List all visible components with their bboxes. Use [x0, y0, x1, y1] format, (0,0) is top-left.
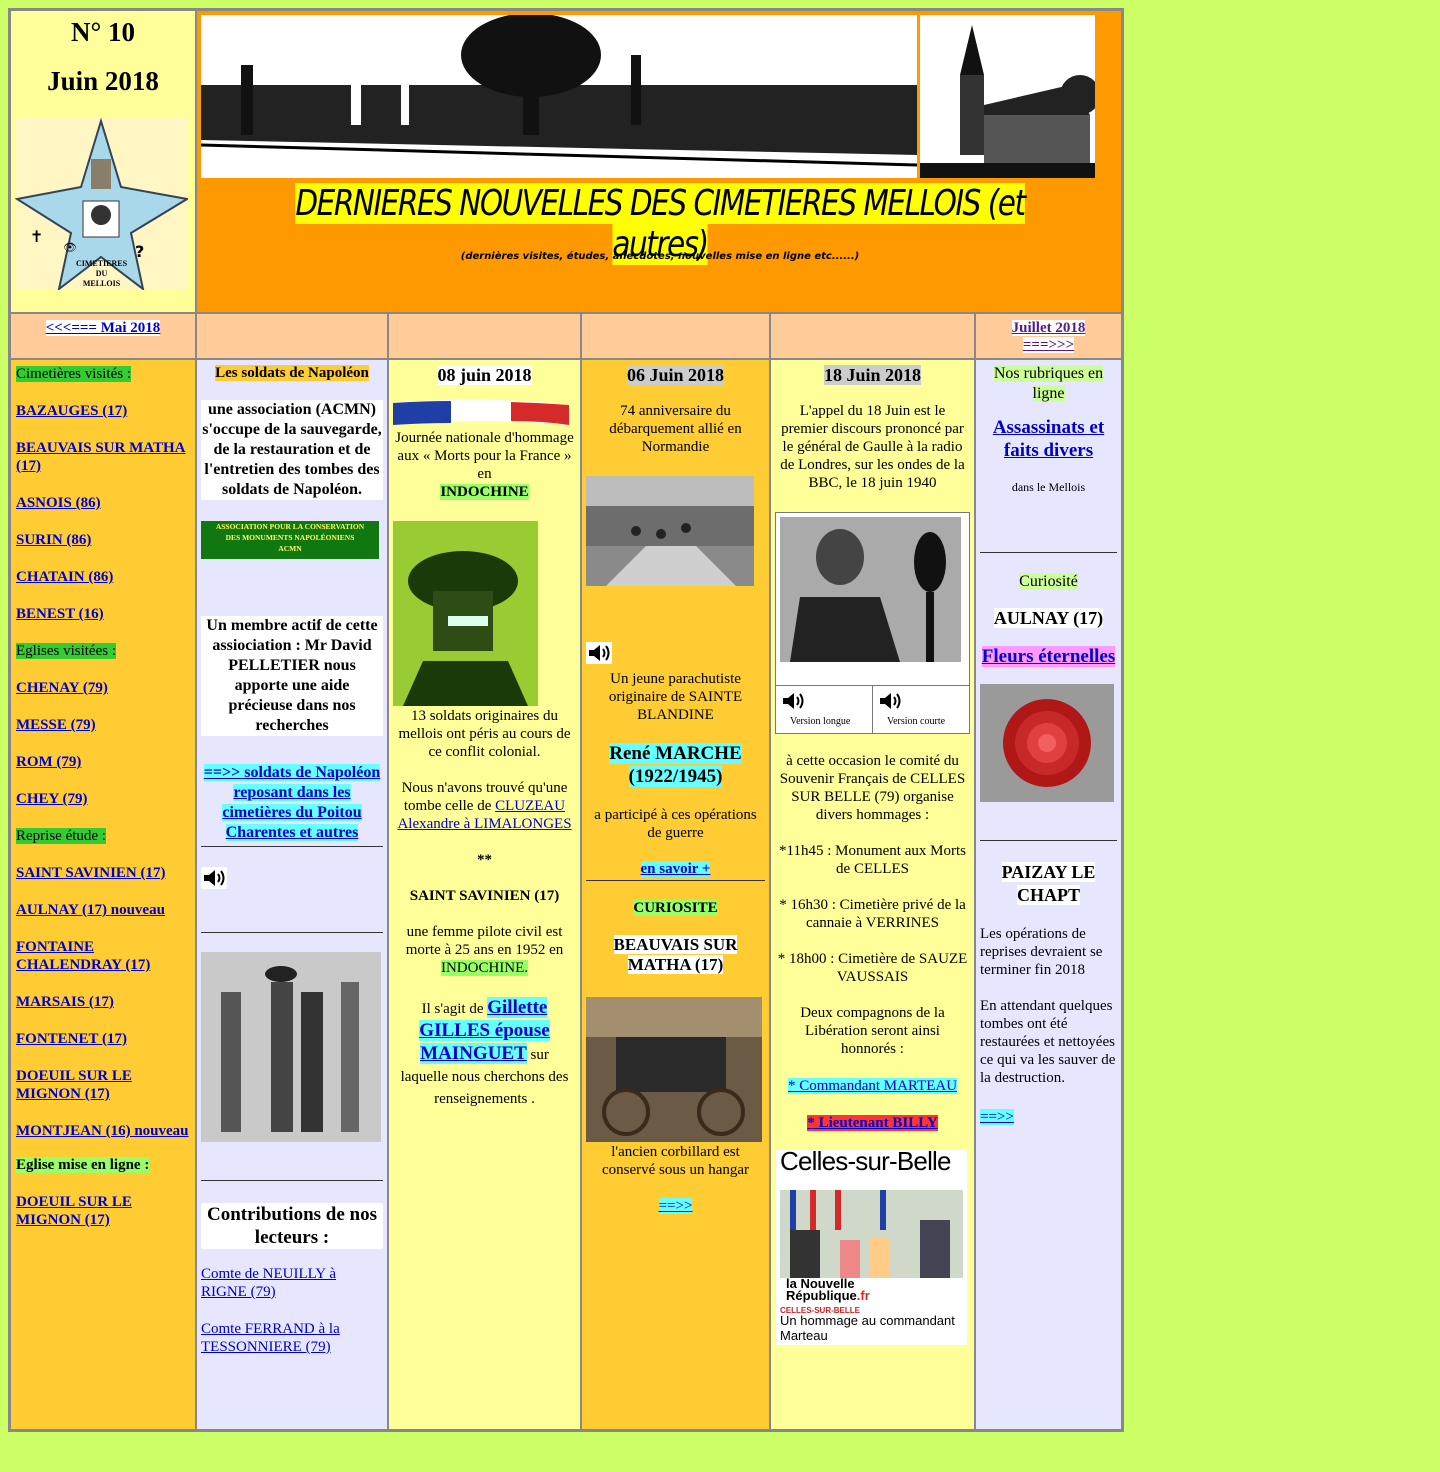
col3-p1-hl: INDOCHINE [440, 484, 529, 500]
cemetery-link[interactable]: SURIN (86) [16, 532, 92, 548]
logo-text-2: DU [95, 269, 108, 278]
col5-p2: à cette occasion le comité du Souvenir Français de CELLES SUR BELLE (79) organise divers hommages : [779, 753, 966, 823]
contrib-title: Contributions de nos lecteurs : [201, 1203, 383, 1249]
np-title: Celles-sur-Belle [780, 1146, 951, 1176]
col4-p2: Un jeune parachutiste originaire de SAINTE BLANDINE [608, 671, 743, 723]
col3-p5-a: Il s'agit de [421, 1001, 484, 1017]
logo-text-1: CIMETIERES [75, 259, 128, 268]
fleurs-link[interactable]: Fleurs éternelles [981, 646, 1116, 667]
nav-empty-1 [196, 313, 388, 359]
church-photo [920, 15, 1095, 178]
col6-p1: Les opérations de reprises devraient se terminer fin 2018 [980, 926, 1103, 978]
col-indochine [388, 359, 581, 1430]
audio-2[interactable] [586, 642, 769, 669]
dday-photo [586, 476, 754, 586]
col-rubriques [975, 359, 1122, 1430]
col3-p2: 13 soldats originaires du mellois ont péris au cours de ce conflit colonial. [398, 708, 571, 760]
col3-p4 [395, 923, 574, 977]
col3-stars: ** [477, 852, 492, 868]
paizay-wrap [980, 861, 1117, 907]
col6-arrow-wrap [980, 1108, 1117, 1126]
rubriques-wrap [980, 364, 1117, 404]
col3-date: 08 juin 2018 [437, 365, 532, 385]
resume-link[interactable]: FONTAINE CHALENDRAY (17) [16, 939, 151, 973]
nav-empty-4 [770, 313, 975, 359]
engraving-drawing [201, 952, 381, 1142]
col-normandie [581, 359, 770, 1430]
col6-small: dans le Mellois [1011, 480, 1086, 494]
contrib-link-ferrand[interactable]: Comte FERRAND à la TESSONNIERE (79) [201, 1321, 340, 1355]
napoleon-link-wrap [201, 763, 383, 843]
col4-place-wrap [586, 935, 765, 975]
acmn-banner-2: DES MONUMENTS NAPOLÉONIENS [225, 533, 355, 542]
nav-prev-cell [10, 313, 196, 359]
np-logo-3: .fr [856, 1288, 870, 1303]
cluzeau-link[interactable]: CLUZEAU Alexandre à LIMALONGES [397, 798, 572, 832]
col5-p1: L'appel du 18 Juin est le premier discours prononcé par le général de Gaulle à la radio de Londres, sur les ondes de la BBC, le 18 juin 1940 [780, 403, 965, 491]
svg-text:✝: ✝ [30, 227, 44, 246]
contrib-link-neuilly[interactable]: Comte de NEUILLY à RIGNE (79) [201, 1266, 336, 1300]
np-logo-1: la Nouvelle [786, 1276, 855, 1291]
rose-photo [980, 684, 1114, 802]
np-place: CELLES-SUR-BELLE [780, 1306, 860, 1315]
church-photo-drawing [920, 15, 1095, 178]
speaker-icon[interactable] [586, 642, 612, 664]
resume-link[interactable]: MARSAIS (17) [16, 994, 114, 1010]
col3-p3-text: Nous n'avons trouvé qu'une tombe celle de [401, 780, 568, 814]
resume-link[interactable]: SAINT SAVINIEN (17) [16, 865, 166, 881]
speaker-icon[interactable] [877, 690, 903, 712]
np-photo-drawing [780, 1190, 963, 1278]
more-wrap [582, 860, 769, 878]
speaker-icon[interactable] [201, 867, 227, 889]
audio-1[interactable] [201, 867, 387, 894]
np-logo-2: République [786, 1288, 857, 1303]
col5-e3: * 18h00 : Cimetière de SAUZE VAUSSAIS [777, 951, 968, 985]
np-caption: Un hommage au commandant Marteau [780, 1313, 955, 1343]
more-link[interactable]: en savoir + [640, 861, 711, 877]
marche-name-wrap [586, 742, 765, 788]
nav-next-arrow[interactable]: ===>>> [1022, 337, 1075, 353]
church-online-link[interactable]: DOEUIL SUR LE MIGNON (17) [16, 1194, 132, 1228]
col-napoleon [196, 359, 388, 1430]
cemetery-link[interactable]: BAZAUGES (17) [16, 403, 128, 419]
hearse-photo [586, 997, 762, 1142]
napoleon-soldiers-link[interactable]: ==>> soldats de Napoléon reposant dans les cimetières du Poitou Charentes et autres [203, 764, 381, 841]
col4-p4: l'ancien corbillard est conservé sous un hangar [601, 1144, 750, 1178]
site-subtitle: (dernières visites, études, anecdotes, nouvelles mise en ligne etc......) [460, 251, 860, 262]
np-photo [780, 1190, 963, 1278]
header-banner [196, 10, 1122, 313]
french-flag [393, 399, 569, 427]
nav-empty-2 [388, 313, 581, 359]
dday-drawing [586, 476, 754, 586]
divider [201, 932, 383, 933]
audio-long[interactable] [776, 685, 873, 733]
col6-curio: Curiosité [1019, 573, 1078, 590]
soldier-drawing [393, 521, 538, 706]
nav-prev-link[interactable]: <<<=== Mai 2018 [45, 320, 161, 336]
cemetery-link[interactable]: BENEST (16) [16, 606, 104, 622]
svg-text:?: ? [135, 242, 145, 261]
svg-text:👁: 👁 [63, 241, 77, 254]
logo-text-3: MELLOIS [82, 279, 121, 288]
cemetery-photo-drawing [201, 15, 917, 178]
col4-p1: 74 anniversaire du débarquement allié en Normandie [609, 403, 742, 455]
col4-p3: a participé à ces opérations de guerre [594, 807, 757, 841]
col4-arrow-wrap [582, 1197, 769, 1215]
issue-cell [10, 10, 196, 313]
site-title-main: DERNIERES NOUVELLES DES CIMETIERES MELLOIS [295, 183, 988, 224]
site-logo [15, 117, 188, 290]
col5-e1: *11h45 : Monument aux Morts de CELLES [779, 843, 966, 877]
col3-p4-hl: INDOCHINE. [440, 960, 529, 976]
resume-link[interactable]: FONTENET (17) [16, 1031, 127, 1047]
cemetery-link[interactable]: CHATAIN (86) [16, 569, 114, 585]
degaulle-photo [780, 517, 961, 662]
curio-wrap [582, 899, 769, 917]
col3-p1 [395, 429, 574, 501]
col3-p4-text: une femme pilote civil est morte à 25 ans en 1952 en [405, 924, 564, 958]
divider [201, 846, 383, 847]
audio-short[interactable] [873, 685, 969, 733]
acmn-banner-1: ASSOCIATION POUR LA CONSERVATION [215, 522, 365, 531]
hearse-link[interactable]: ==>> [658, 1198, 693, 1214]
col6-place-wrap [980, 609, 1117, 627]
acmn-banner-3: ACMN [278, 544, 302, 553]
nav-next-link[interactable]: Juillet 2018 [1011, 320, 1086, 336]
rose-icon [980, 684, 1114, 802]
col4-date: 06 Juin 2018 [626, 365, 725, 385]
col3-p5-b: sur laquelle nous cherchons des renseignements . [400, 1047, 569, 1107]
church-link[interactable]: CHEY (79) [16, 791, 88, 807]
col3-place: SAINT SAVINIEN (17) [409, 888, 560, 904]
col4-curio: CURIOSITE [633, 900, 718, 916]
np-logo [786, 1278, 870, 1302]
billy-wrap [771, 1114, 974, 1132]
audio-long-label: Version longue [790, 716, 851, 727]
col6-place: AULNAY (17) [993, 608, 1104, 628]
divider [201, 1180, 383, 1181]
resume-link[interactable]: MONTJEAN (16) nouveau [16, 1123, 189, 1139]
gillette-link[interactable]: Gillette GILLES épouse MAINGUET [419, 997, 550, 1064]
napoleon-text-1: une association (ACMN) s'occupe de la sauvegarde, de la restauration et de l'entretien des tombes des soldats de Napoléon. [202, 401, 382, 498]
napoleon-title: Les soldats de Napoléon [215, 365, 369, 381]
speaker-icon[interactable] [780, 690, 806, 712]
resume-link[interactable]: DOEUIL SUR LE MIGNON (17) [16, 1068, 132, 1102]
cemetery-photo [201, 15, 917, 178]
churches-label: Eglises visitées : [16, 643, 116, 659]
contrib-1-wrap [201, 1265, 383, 1301]
degaulle-box [775, 512, 970, 734]
cemetery-link[interactable]: ASNOIS (86) [16, 495, 101, 511]
acmn-banner[interactable] [201, 521, 379, 559]
col-cemeteries [10, 359, 196, 1430]
col3-p1-text: Journée nationale d'hommage aux « Morts pour la France » en [395, 430, 574, 482]
col5-date: 18 Juin 2018 [823, 365, 922, 385]
nav-empty-3 [581, 313, 770, 359]
church-online-label: Eglise mise en ligne : [16, 1157, 150, 1173]
col6-p2: En attendant quelques tombes ont été restaurées et nettoyées ce qui va les sauver de la destruction. [980, 998, 1116, 1086]
napoleon-engraving [201, 952, 381, 1142]
audio-short-label: Version courte [887, 716, 946, 727]
col6-curio-wrap [980, 573, 1117, 591]
church-link[interactable]: MESSE (79) [16, 717, 96, 733]
col-appel [770, 359, 975, 1430]
flag-icon [393, 399, 569, 427]
marteau-wrap [771, 1077, 974, 1095]
col5-p3: Deux compagnons de la Libération seront ainsi honnorés : [800, 1005, 945, 1057]
issue-date: Juin 2018 [47, 66, 159, 96]
assassinats-link[interactable]: Assassinats et faits divers [992, 417, 1105, 461]
napoleon-text-2: Un membre actif de cette assiociation : Mr David PELLETIER nous apporte une aide précieuse dans nos recherches [201, 616, 383, 736]
issue-number: N° 10 [70, 17, 136, 47]
fleurs-wrap [980, 645, 1117, 668]
hearse-drawing [586, 997, 762, 1142]
col3-p5 [395, 997, 574, 1110]
divider [586, 880, 765, 881]
visited-label: Cimetières visités : [16, 366, 131, 382]
degaulle-drawing [780, 517, 961, 662]
nav-next-cell [975, 313, 1122, 359]
billy-link[interactable]: * Lieutenant BILLY [807, 1115, 938, 1131]
church-link[interactable]: ROM (79) [16, 754, 82, 770]
divider [980, 840, 1117, 841]
col5-e2: * 16h30 : Cimetière privé de la cannaie à VERRINES [779, 897, 966, 931]
col4-place: BEAUVAIS SUR MATHA (17) [613, 935, 738, 974]
church-link[interactable]: CHENAY (79) [16, 680, 108, 696]
assassinats-wrap [980, 416, 1117, 462]
site-title-suffix: (et autres) [612, 183, 1025, 265]
newspaper-clip[interactable] [776, 1146, 967, 1345]
contrib-2-wrap [201, 1320, 383, 1356]
soldier-photo [393, 521, 538, 706]
page-frame [8, 8, 1124, 1432]
resume-link[interactable]: AULNAY (17) nouveau [16, 902, 165, 918]
resume-label: Reprise étude : [16, 828, 106, 844]
paizay-title: PAIZAY LE CHAPT [1001, 862, 1096, 905]
divider [980, 552, 1117, 553]
marteau-link[interactable]: * Commandant MARTEAU [787, 1078, 958, 1094]
marche-name: René MARCHE (1922/1945) [609, 743, 742, 787]
rubriques-label: Nos rubriques en ligne [993, 365, 1104, 402]
col3-p3 [395, 779, 574, 833]
cemetery-link[interactable]: BEAUVAIS SUR MATHA (17) [16, 440, 186, 474]
paizay-link[interactable]: ==>> [980, 1109, 1014, 1125]
